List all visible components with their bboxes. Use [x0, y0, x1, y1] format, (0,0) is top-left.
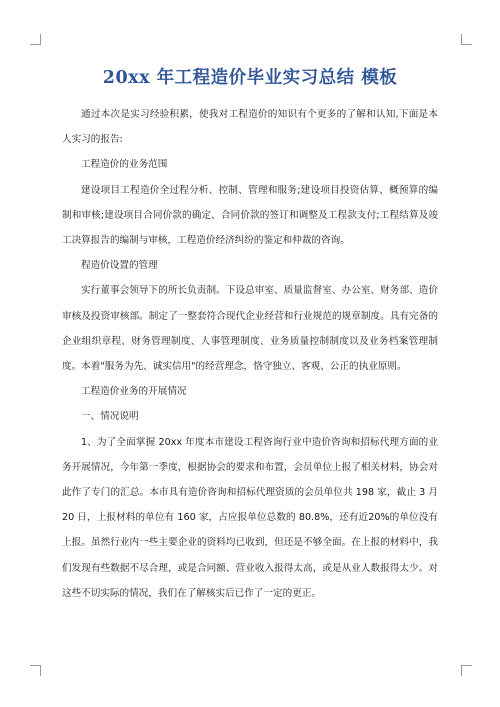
crop-mark-top-right — [461, 34, 472, 45]
paragraph-management: 实行董事会领导下的所长负责制。下设总审室、质量监督室、办公室、财务部、造价审核及投资审核部。制定了一整套符合现代企业经营和行业规范的规章制度。具有完备的企业组织章程、财务管理制度、人事管理制度、业务质量控制制度以及业务档案管理制度。本着"服务为先、诚实信用"的经营理念，恪守独立、客观、公正的执业原则。 — [62, 285, 438, 373]
section-heading-business-scope: 工程造价的业务范围 — [81, 159, 168, 171]
crop-mark-top-left — [30, 34, 41, 45]
paragraph-intro: 通过本次是实习经验积累，使我对工程造价的知识有个更多的了解和认知,下面是本人实习的报告: — [62, 109, 438, 146]
crop-mark-bottom-left — [30, 665, 41, 676]
section-heading-situation: 一、情况说明 — [81, 411, 139, 423]
document-body — [62, 102, 438, 606]
section-heading-management: 程造价设置的管理 — [81, 260, 158, 272]
crop-mark-bottom-right — [461, 665, 472, 676]
paragraph-situation-1: 1、为了全面掌握 20xx 年度本市建设工程咨询行业中造价咨询和招标代理方面的业务开展情况，今年第一季度，根据协会的要求和布置，会员单位上报了相关材料，协会对此作了专门的汇总。本市具有造价咨询和招标代理资质的会员单位共 198 家，截止 3 月 20 日，上报材料的单位有 160 家，占应报单位总数的 80.8%，还有近20%的单位没有上报。虽然行业内一些主要企业的资料均已收到，但还是不够全面。在上报的材料中，我们发现有些数据不尽合理，或是合同额、营业收入报得太高，或是从业人数报得太少。对这些不切实际的情况，我们在了解核实后已作了一定的更正。 — [62, 436, 438, 599]
document-title: 20xx 年工程造价毕业实习总结 模板 — [102, 68, 398, 88]
paragraph-business-scope: 建设项目工程造价全过程分析、控制、管理和服务;建设项目投资估算、概预算的编制和审核;建设项目合同价款的确定、合同价款的签订和调整及工程款支付;工程结算及竣工决算报告的编制与审核，工程造价经济纠纷的鉴定和仲裁的咨询。 — [62, 184, 438, 247]
section-heading-business-development: 工程造价业务的开展情况 — [81, 386, 187, 398]
